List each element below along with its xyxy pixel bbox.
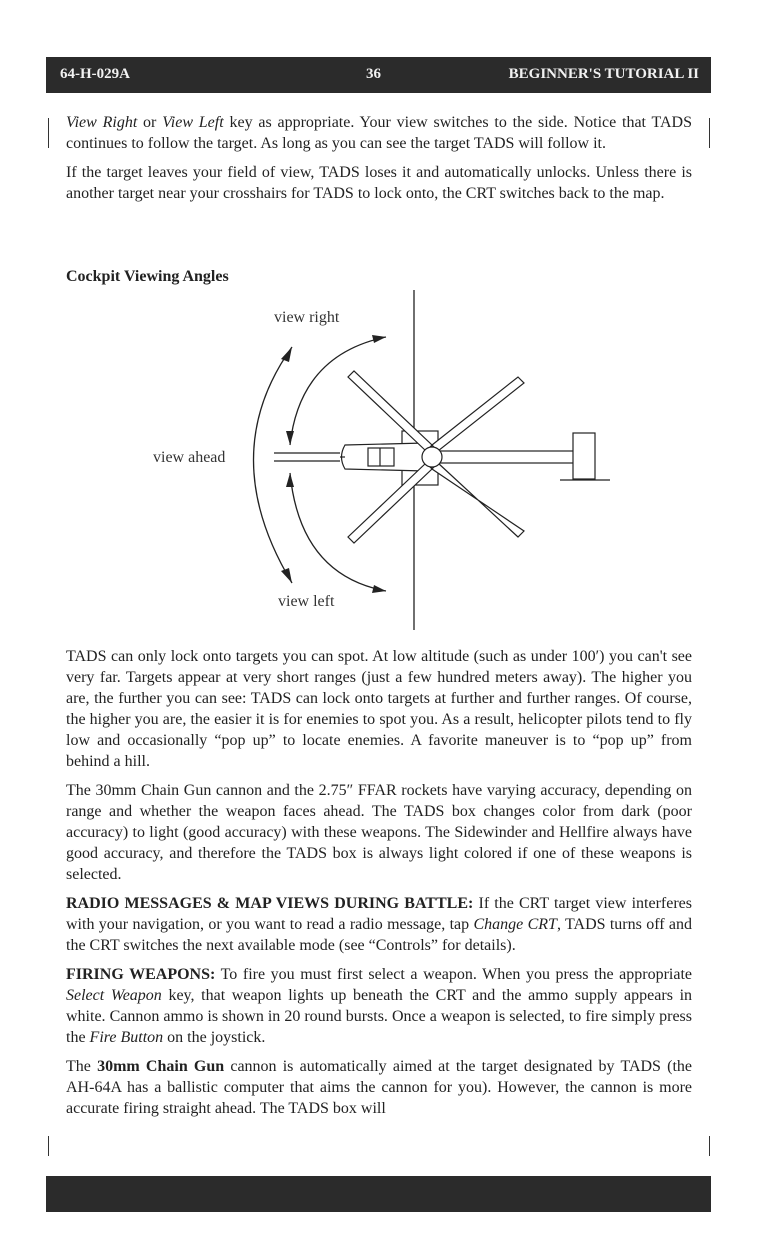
text-run: key, that weapon lights up beneath the CRT and the ammo supply appears in white. Cannon ammo is shown in 20 round bursts. Once a weapon is selected, to fire simply press the: [66, 987, 693, 1046]
weapon-name: 30mm Chain Gun: [97, 1058, 225, 1075]
page-header: [46, 57, 711, 93]
left-margin-rule-bottom: [48, 1136, 49, 1156]
text-run: on the joystick.: [163, 1029, 266, 1046]
diagram-heading: Cockpit Viewing Angles: [66, 268, 229, 285]
text-run: If the CRT target view interferes with your navigation, or you want to read a radio message, tap: [66, 895, 692, 933]
right-margin-rule: [709, 118, 710, 148]
text-run: cannon is automatically aimed at the target designated by TADS (the AH-64A has a ballistic computer that aims the cannon for you). However, the cannon is more accurate firing straight ahead. The TADS box will: [66, 1058, 693, 1117]
document-code: 64-H-029A: [60, 66, 130, 82]
paragraph: [66, 112, 692, 154]
text-run: To fire you must first select a weapon. When you press the appropriate: [215, 966, 693, 983]
section-lead: FIRING WEAPONS:: [66, 966, 216, 983]
label-view-ahead: view ahead: [153, 449, 226, 466]
section-title: BEGINNER'S TUTORIAL II: [508, 66, 699, 82]
paragraph: If the target leaves your field of view, TADS loses it and automatically unlocks. Unless there is another target near your crosshairs for TADS to lock onto, the CRT switches back to the map.: [66, 164, 692, 202]
key-name: Change CRT: [473, 916, 557, 933]
text-run: , TADS turns off and the CRT switches the next available mode (see “Controls” for details).: [66, 916, 692, 954]
text-run: or: [137, 114, 163, 131]
page-number: 36: [366, 66, 381, 82]
paragraph: The 30mm Chain Gun cannon and the 2.75″ FFAR rockets have varying accuracy, depending on range and whether the weapon faces ahead. The TADS box changes color from dark (poor accuracy) to light (good accuracy) with these weapons. The Sidewinder and Hellfire always have good accuracy, and therefore the TADS box is always light colored if one of these weapons is selected.: [66, 782, 692, 883]
key-name: View Left: [162, 114, 224, 131]
key-name: Fire Button: [89, 1029, 164, 1046]
page-footer: [46, 1176, 711, 1212]
paragraph: [66, 893, 692, 956]
paragraph: [66, 964, 692, 1048]
cockpit-viewing-angles-diagram: [140, 285, 620, 635]
key-name: View Right: [66, 114, 138, 131]
label-view-right: view right: [274, 309, 340, 326]
helicopter-silhouette: [340, 371, 610, 543]
body-text: [66, 646, 692, 1127]
key-name: Select Weapon: [66, 987, 162, 1004]
section-lead: RADIO MESSAGES & MAP VIEWS DURING BATTLE:: [66, 895, 474, 912]
paragraph: TADS can only lock onto targets you can spot. At low altitude (such as under 100′) you can't see very far. Targets appear at very short ranges (just a few hundred meters away). The higher you are, the further you can see: TADS can lock onto targets at further and further ranges. Of course, the higher you are, the easier it is for enemies to spot you. As a result, helicopter pilots tend to fly low and occasionally “pop up” to locate enemies. A favorite maneuver is to “pop up” from behind a hill.: [66, 648, 692, 770]
label-view-left: view left: [278, 593, 335, 610]
left-margin-rule: [48, 118, 49, 148]
text-run: The: [66, 1058, 98, 1075]
paragraph: [66, 1056, 692, 1119]
text-run: key as appropriate. Your view switches to the side. Notice that TADS continues to follow the target. As long as you can see the target TADS will follow it.: [66, 114, 693, 152]
right-margin-rule-bottom: [709, 1136, 710, 1156]
intro-text: [66, 112, 692, 212]
